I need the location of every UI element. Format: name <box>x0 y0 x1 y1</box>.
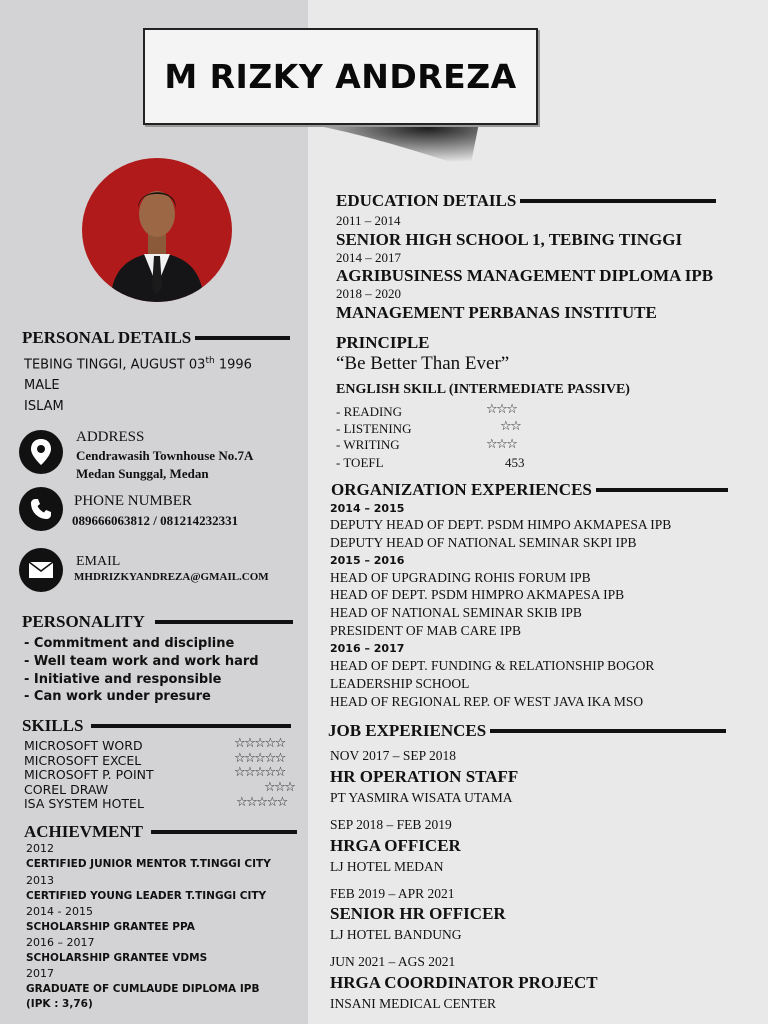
english-skill-stars: ☆☆☆ <box>486 402 517 417</box>
education-school: SENIOR HIGH SCHOOL 1, TEBING TINGGI <box>336 230 683 249</box>
achievement-title: SCHOLARSHIP GRANTEE PPA <box>26 921 195 933</box>
english-skill-stars: ☆☆ <box>500 419 521 434</box>
email-icon <box>19 548 63 592</box>
principle-quote: “Be Better Than Ever” <box>336 353 510 374</box>
birth-info: TEBING TINGGI, AUGUST 03th 1996 <box>24 356 252 373</box>
education-years: 2014 – 2017 <box>336 250 401 265</box>
skill-rating-stars: ☆☆☆☆☆ <box>234 765 285 780</box>
education-school: MANAGEMENT PERBANAS INSTITUTE <box>336 303 657 322</box>
achievement-title: SCHOLARSHIP GRANTEE VDMS <box>26 952 208 964</box>
achievement-year: 2014 - 2015 <box>26 905 93 918</box>
phone-number[interactable]: 089666063812 / 081214232331 <box>72 513 239 528</box>
skills-heading <box>22 716 291 736</box>
skill-rating-stars: ☆☆☆☆☆ <box>234 736 285 751</box>
email-label: EMAIL <box>76 554 121 569</box>
organization-year: 2015 – 2016 <box>330 554 405 567</box>
heading-bar <box>520 199 716 203</box>
skill-name: MICROSOFT P. POINT <box>24 767 154 782</box>
skills-title: SKILLS <box>22 716 84 735</box>
english-skill-name: - WRITING <box>336 437 400 452</box>
skill-name: MICROSOFT EXCEL <box>24 753 142 768</box>
address-line-1: Cendrawasih Townhouse No.7A <box>76 448 254 463</box>
phone-label: PHONE NUMBER <box>74 493 192 509</box>
phone-icon <box>19 487 63 531</box>
organization-item: PRESIDENT OF MAB CARE IPB <box>330 623 522 638</box>
english-skill-name: - TOEFL <box>336 455 384 470</box>
religion: ISLAM <box>24 399 64 414</box>
organization-title: ORGANIZATION EXPERIENCES <box>331 480 592 499</box>
heading-bar <box>151 830 297 834</box>
heading-bar <box>596 488 728 492</box>
achievement-title-continued: (IPK : 3,76) <box>26 998 93 1010</box>
achievement-title: CERTIFIED JUNIOR MENTOR T.TINGGI CITY <box>26 858 271 870</box>
education-heading <box>336 191 716 211</box>
person-silhouette-icon <box>82 158 232 302</box>
organization-item: HEAD OF NATIONAL SEMINAR SKIB IPB <box>330 605 582 620</box>
heading-bar <box>91 724 291 728</box>
achievement-year: 2013 <box>26 874 54 887</box>
principle-heading: PRINCIPLE <box>336 333 430 352</box>
job-period: SEP 2018 – FEB 2019 <box>330 817 452 832</box>
job-period: FEB 2019 – APR 2021 <box>330 886 455 901</box>
job-period: JUN 2021 – AGS 2021 <box>330 954 456 969</box>
personality-item: - Commitment and discipline <box>24 636 235 651</box>
organization-item: DEPUTY HEAD OF DEPT. PSDM HIMPO AKMAPESA IPB <box>330 517 672 532</box>
english-skill-name: - READING <box>336 404 403 419</box>
profile-photo <box>82 158 232 302</box>
job-experiences-heading <box>328 721 726 741</box>
personal-details-title: PERSONAL DETAILS <box>22 328 192 347</box>
heading-bar <box>195 336 290 340</box>
email-address[interactable]: MHDRIZKYANDREZA@GMAIL.COM <box>74 571 269 583</box>
job-company: PT YASMIRA WISATA UTAMA <box>330 790 513 805</box>
job-company: LJ HOTEL MEDAN <box>330 859 444 874</box>
skill-rating-stars: ☆☆☆ <box>264 780 295 795</box>
achievement-title: ACHIEVMENT <box>24 822 144 841</box>
organization-heading <box>331 480 728 500</box>
education-school: AGRIBUSINESS MANAGEMENT DIPLOMA IPB <box>336 266 714 285</box>
heading-bar <box>490 729 726 733</box>
name-box <box>143 28 538 125</box>
job-title: HR OPERATION STAFF <box>330 767 519 786</box>
organization-item: HEAD OF DEPT. PSDM HIMPRO AKMAPESA IPB <box>330 587 625 602</box>
personal-details-heading <box>22 328 290 348</box>
organization-item: HEAD OF UPGRADING ROHIS FORUM IPB <box>330 570 591 585</box>
achievement-year: 2016 – 2017 <box>26 936 95 949</box>
job-title: HRGA OFFICER <box>330 836 461 855</box>
name-box-shadow <box>270 118 480 173</box>
achievement-title: GRADUATE OF CUMLAUDE DIPLOMA IPB <box>26 983 260 995</box>
achievement-heading <box>24 822 297 842</box>
address-line-2: Medan Sunggal, Medan <box>76 466 209 481</box>
skill-name: COREL DRAW <box>24 782 109 797</box>
job-experiences-title: JOB EXPERIENCES <box>328 721 487 740</box>
job-period: NOV 2017 – SEP 2018 <box>330 748 457 763</box>
organization-year: 2014 – 2015 <box>330 502 405 515</box>
personality-title: PERSONALITY <box>22 612 145 631</box>
organization-item: DEPUTY HEAD OF NATIONAL SEMINAR SKPI IPB <box>330 535 637 550</box>
skill-name: ISA SYSTEM HOTEL <box>24 796 144 811</box>
education-title: EDUCATION DETAILS <box>336 191 517 210</box>
organization-year: 2016 – 2017 <box>330 642 405 655</box>
achievement-title: CERTIFIED YOUNG LEADER T.TINGGI CITY <box>26 890 267 902</box>
english-skill-name: - LISTENING <box>336 421 412 436</box>
education-years: 2011 – 2014 <box>336 213 401 228</box>
personality-item: - Well team work and work hard <box>24 654 259 669</box>
english-skill-heading: ENGLISH SKILL (INTERMEDIATE PASSIVE) <box>336 382 630 397</box>
organization-item: LEADERSHIP SCHOOL <box>330 676 470 691</box>
candidate-name: M RIZKY ANDREZA <box>164 57 517 96</box>
english-skill-stars: ☆☆☆ <box>486 437 517 452</box>
toefl-score: 453 <box>505 455 525 470</box>
personality-item: - Initiative and responsible <box>24 672 222 687</box>
organization-item: HEAD OF DEPT. FUNDING & RELATIONSHIP BOGOR <box>330 658 655 673</box>
skill-rating-stars: ☆☆☆☆☆ <box>236 795 287 810</box>
personality-heading <box>22 612 293 632</box>
heading-bar <box>155 620 293 624</box>
skill-name: MICROSOFT WORD <box>24 738 143 753</box>
achievement-year: 2017 <box>26 967 54 980</box>
education-years: 2018 – 2020 <box>336 286 401 301</box>
address-label: ADDRESS <box>76 429 145 445</box>
skill-rating-stars: ☆☆☆☆☆ <box>234 751 285 766</box>
organization-item: HEAD OF REGIONAL REP. OF WEST JAVA IKA MSO <box>330 694 644 709</box>
gender: MALE <box>24 378 60 393</box>
location-pin-icon <box>19 430 63 474</box>
job-title: SENIOR HR OFFICER <box>330 904 506 923</box>
personality-item: - Can work under presure <box>24 689 211 704</box>
job-title: HRGA COORDINATOR PROJECT <box>330 973 598 992</box>
job-company: INSANI MEDICAL CENTER <box>330 996 496 1011</box>
job-company: LJ HOTEL BANDUNG <box>330 927 462 942</box>
achievement-year: 2012 <box>26 842 54 855</box>
